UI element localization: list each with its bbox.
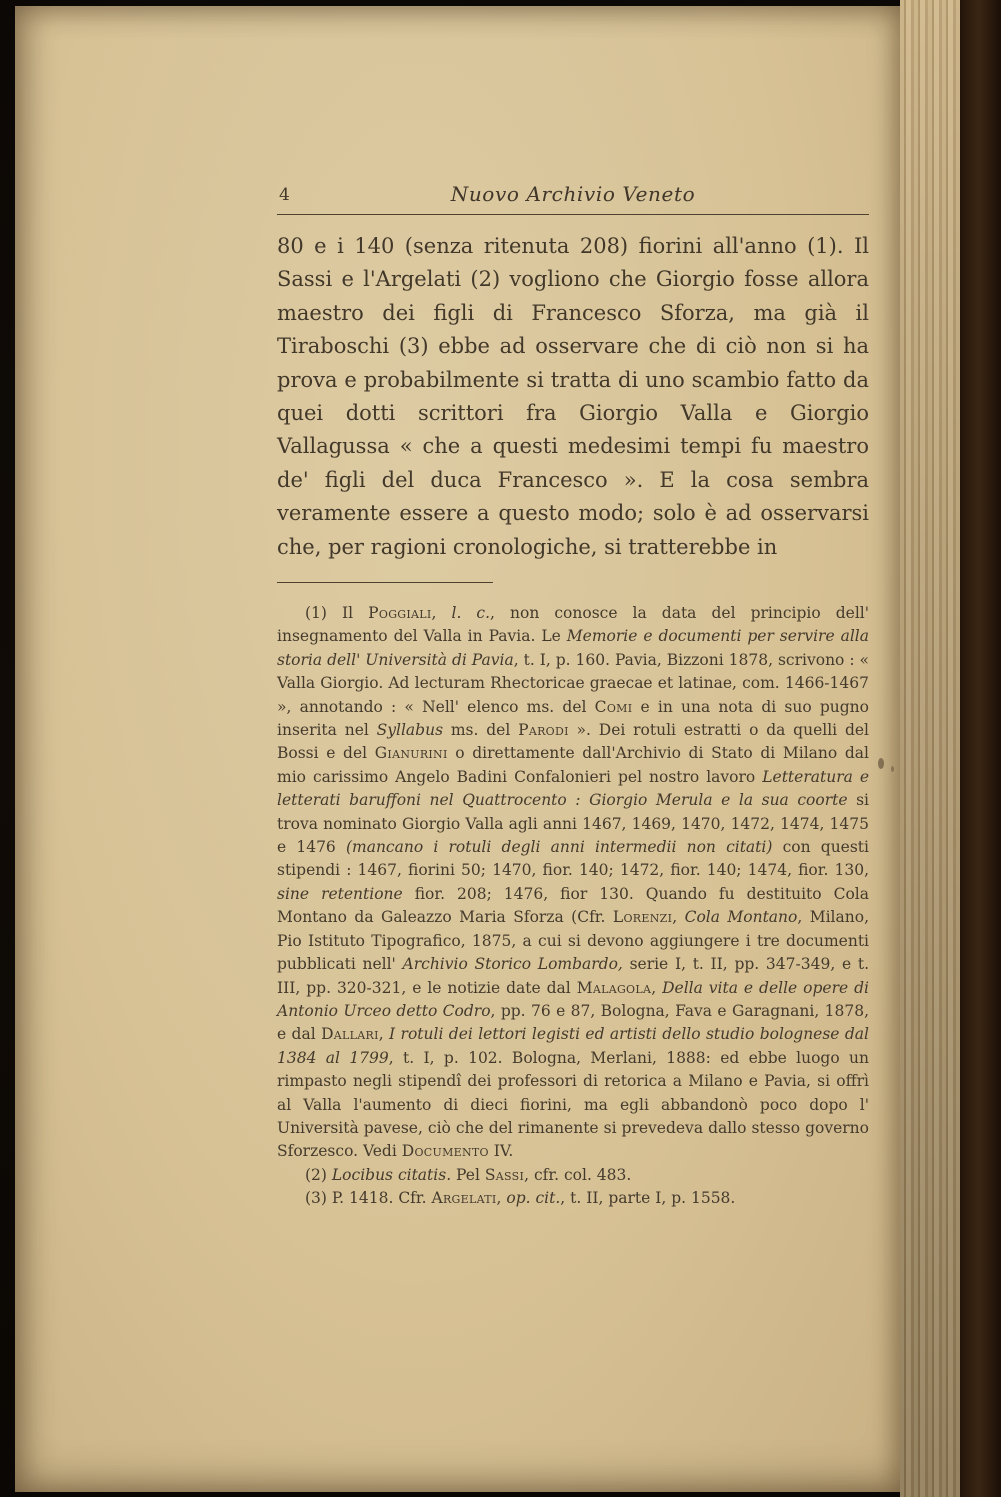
body-paragraph: 80 e i 140 (senza ritenuta 208) fiorini all'anno (1). Il Sassi e l'Argelati (2) vogliono che Giorgio fosse allora maestro dei figli di Francesco Sforza, ma già il Tiraboschi (3) ebbe ad osservare che di ciò non si ha prova e probabilmente si tratta di uno scambio fatto da quei dotti scrittori fra Giorgio Valla e Giorgio Vallagussa « che a questi medesimi tempi fu maestro de' figli del duca Francesco ». E la cosa sembra veramente essere a questo modo; solo è ad osservarsi che, per ragioni cronologiche, si tratterebbe in xyxy=(277,234,869,559)
paper-speck xyxy=(878,758,884,769)
paper-speck xyxy=(891,766,894,772)
footnote: (2) Locibus citatis. Pel Sassi, cfr. col. 483. xyxy=(305,1165,632,1184)
running-title: Nuovo Archivio Veneto xyxy=(450,182,696,206)
page-header xyxy=(277,182,869,210)
footnote: (1) Il Poggiali, l. c., non conosce la data del principio dell' insegnamento del Valla in Pavia. Le Memorie e documenti per servire alla storia dell' Università di Pavia, t. I, p. 160. Pavia, Bizzoni 1878, scrivono : « Valla Giorgio. Ad lecturam Rhectoricae graecae et latinae, com. 1466-1467 », annotando : « Nell' elenco ms. del Comi e in una nota di suo pugno inserita nel Syllabus ms. del Parodi ». Dei rotuli estratti o da quelli del Bossi e del Gianurini o direttamente dall'Archivio di Stato di Milano dal mio carissimo Angelo Badini Confalonieri pel nostro lavoro Letteratura e letterati baruffoni nel Quattrocento : Giorgio Merula e la sua coorte si trova nominato Giorgio Valla agli anni 1467, 1469, 1470, 1472, 1474, 1475 e 1476 (mancano i rotuli degli anni intermedii non citati) con questi stipendi : 1467, fiorini 50; 1470, fior. 140; 1472, fior. 140; 1474, fior. 130, sine retentione fior. 208; 1476, fior 130. Quando fu destituito Cola Montano da Galeazzo Maria Sforza (Cfr. Lorenzi, Cola Montano, Milano, Pio Istituto Tipografico, 1875, a cui si devono aggiungere i tre documenti pubblicati nell' Archivio Storico Lombardo, serie I, t. II, pp. 347-349, e t. III, pp. 320-321, e le notizie date dal Malagola, Della vita e delle opere di Antonio Urceo detto Codro, pp. 76 e 87, Bologna, Fava e Garagnani, 1878, e dal Dallari, I rotuli dei lettori legisti ed artisti dello studio bolognese dal 1384 al 1799, t. I, p. 102. Bologna, Merlani, 1888: ed ebbe luogo un rimpasto negli stipendî dei professori di retorica a Milano e Pavia, si offrì al Valla l'aumento di dieci fiorini, ma egli abbandonò poco dopo l' Università pavese, ciò che del rimanente si prevedeva dallo stesso governo Sforzesco. Vedi Documento IV. xyxy=(277,604,870,1161)
page-number: 4 xyxy=(279,185,290,205)
header-rule xyxy=(277,214,869,215)
page-surface xyxy=(15,6,900,1492)
book-spine xyxy=(960,0,1001,1497)
footnote: (3) P. 1418. Cfr. Argelati, op. cit., t. II, parte I, p. 1558. xyxy=(305,1189,736,1208)
book-page-edges xyxy=(900,0,960,1497)
footnotes-list xyxy=(277,602,869,1211)
footnote-separator xyxy=(277,582,493,583)
